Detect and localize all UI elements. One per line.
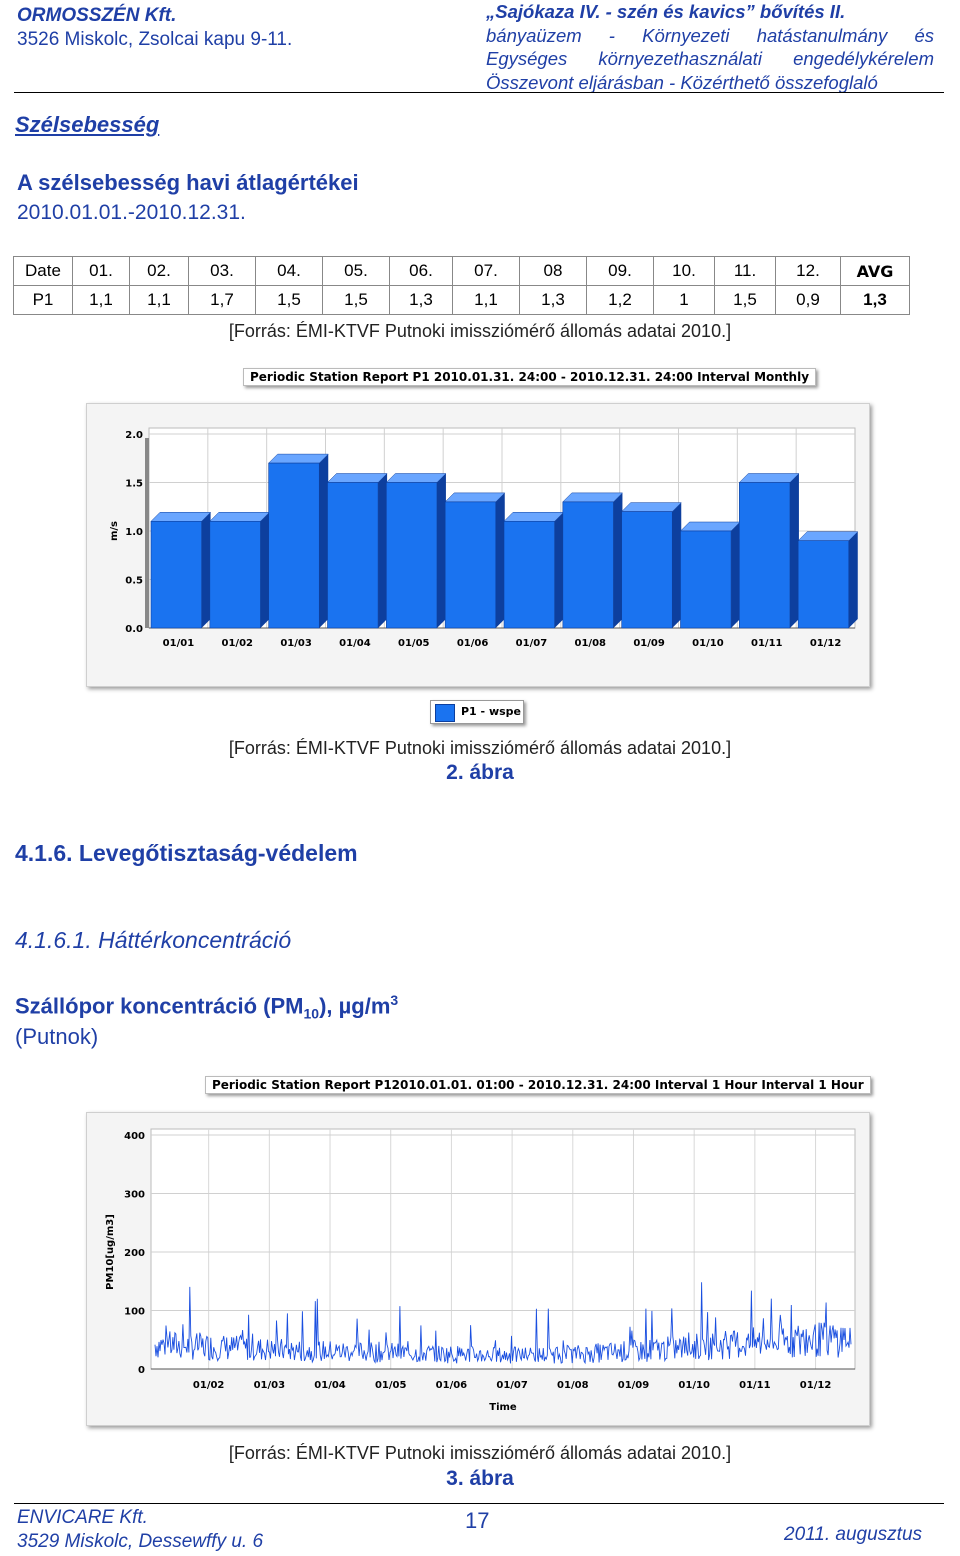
bar-top <box>328 474 388 483</box>
table-header-cell: 09. <box>587 257 654 286</box>
y-tick-label: 200 <box>124 1248 145 1259</box>
bar <box>151 521 202 628</box>
bar <box>210 521 261 628</box>
bar-side <box>849 532 858 628</box>
pm-heading-sup: 3 <box>390 992 399 1008</box>
source-caption-3: [Forrás: ÉMI-KTVF Putnoki imissziómérő állomás adatai 2010.] <box>228 1443 732 1463</box>
bar <box>269 463 320 628</box>
bar <box>386 483 437 629</box>
bar-top <box>210 512 270 521</box>
table-header-cell: AVG <box>841 257 910 286</box>
table-header-cell: 05. <box>323 257 390 286</box>
table-cell: 1,5 <box>256 286 323 315</box>
bar-top <box>798 532 858 541</box>
pm-heading-sub: 10 <box>303 1005 320 1022</box>
footer-company-block <box>17 1506 263 1554</box>
x-tick-label: 01/10 <box>692 638 724 649</box>
wind-table-data-row <box>14 286 910 315</box>
table-cell: 1,1 <box>73 286 130 315</box>
footer-address: 3529 Miskolc, Dessewffy u. 6 <box>17 1531 264 1552</box>
heading-4-1-6-1: 4.1.6.1. Háttérkoncentráció <box>15 927 292 953</box>
y-tick-label: 1.0 <box>125 527 143 538</box>
pm-location: (Putnok) <box>15 1024 99 1049</box>
legend-label: P1 - wspe <box>461 705 521 718</box>
x-tick-label: 01/02 <box>221 638 253 649</box>
pm-heading-text: Szállópor koncentráció (PM <box>15 993 304 1019</box>
x-tick-label: 01/03 <box>253 1380 286 1391</box>
table-cell: 1 <box>654 286 715 315</box>
y-axis-label: m/s <box>109 520 120 542</box>
bar <box>798 541 849 628</box>
bar-side <box>496 493 505 628</box>
bar-side <box>319 454 328 628</box>
wind-speed-table <box>13 256 910 315</box>
bar-side <box>672 503 681 628</box>
x-tick-label: 01/01 <box>162 638 195 649</box>
bar <box>739 483 790 629</box>
bar-top <box>739 474 799 483</box>
wind-table-header-row <box>14 257 910 286</box>
x-tick-label: 01/02 <box>192 1380 225 1391</box>
pm-heading <box>15 992 398 1022</box>
bar-side <box>731 522 740 628</box>
x-tick-label: 01/04 <box>314 1380 346 1391</box>
table-cell: 1,5 <box>323 286 390 315</box>
x-tick-label: 01/04 <box>339 638 371 649</box>
bar-top <box>386 474 446 483</box>
figure2-chart-frame <box>86 403 870 687</box>
table-cell: 1,1 <box>130 286 189 315</box>
footer-date: 2011. augusztus <box>784 1524 923 1545</box>
page-number: 17 <box>465 1508 490 1533</box>
footer-divider <box>14 1503 944 1504</box>
table-cell: 1,3 <box>520 286 587 315</box>
table-header-cell: 07. <box>453 257 520 286</box>
table-header-cell: 12. <box>776 257 841 286</box>
bar-side <box>555 512 564 628</box>
table-header-cell: 04. <box>256 257 323 286</box>
y-tick-label: 0.0 <box>125 624 143 635</box>
x-tick-label: 01/09 <box>617 1380 650 1391</box>
figure3-report-title: Periodic Station Report P12010.01.01. 01:00 - 2010.12.31. 24:00 Interval 1 Hour Interval 1 Hour <box>205 1076 871 1094</box>
table-header-cell: 03. <box>189 257 256 286</box>
table-cell: P1 <box>14 286 73 315</box>
y-tick-label: 400 <box>124 1131 145 1142</box>
bar <box>563 502 614 628</box>
figure2-caption: 2. ábra <box>446 761 514 784</box>
table-cell: 1,5 <box>715 286 776 315</box>
figure2-report-title: Periodic Station Report P1 2010.01.31. 24:00 - 2010.12.31. 24:00 Interval Monthly <box>243 368 816 386</box>
bar-top <box>504 512 564 521</box>
header-project-line4: Összevont eljárásban - Közérthető összefoglaló <box>486 71 878 93</box>
table-cell: 1,3 <box>841 286 910 315</box>
x-tick-label: 01/11 <box>751 638 783 649</box>
x-tick-label: 01/11 <box>739 1380 771 1391</box>
section-title: Szélsebesség <box>15 112 160 137</box>
y-tick-label: 300 <box>124 1189 145 1201</box>
y-tick-label: 100 <box>124 1306 145 1318</box>
bar <box>622 512 673 628</box>
bar <box>504 521 555 628</box>
heading-4-1-6: 4.1.6. Levegőtisztaság-védelem <box>15 840 358 866</box>
footer-company: ENVICARE Kft. <box>17 1507 148 1528</box>
bar-top <box>681 522 741 531</box>
table-header-cell: Date <box>14 257 73 286</box>
bar-side <box>260 512 269 628</box>
figure2-legend <box>430 700 524 724</box>
table-cell: 1,3 <box>390 286 453 315</box>
y-tick-label: 2.0 <box>125 430 143 441</box>
x-tick-label: 01/05 <box>374 1380 407 1391</box>
table-header-cell: 10. <box>654 257 715 286</box>
x-axis-label: Time <box>489 1402 517 1413</box>
pm-heading-unit: ), µg/m <box>319 993 391 1019</box>
legend-swatch <box>435 704 455 722</box>
pm10-line-chart <box>87 1113 869 1425</box>
date-range: 2010.01.01.-2010.12.31. <box>17 201 246 224</box>
figure3-caption: 3. ábra <box>446 1467 514 1490</box>
x-tick-label: 01/03 <box>280 638 312 649</box>
y-tick-label: 0 <box>138 1365 145 1376</box>
bar-side <box>378 474 387 629</box>
header-project-line3: Egységes környezethasználati engedélykérelem <box>486 48 934 69</box>
header-project-line1: „Sajókaza IV. - szén és kavics” bővítés II. <box>486 1 846 22</box>
bar-top <box>622 503 682 512</box>
table-header-cell: 08 <box>520 257 587 286</box>
bar <box>445 502 496 628</box>
bar-top <box>445 493 505 502</box>
figure3-chart-frame <box>86 1112 870 1426</box>
x-tick-label: 01/12 <box>799 1380 832 1391</box>
plot-left-wall <box>145 438 149 628</box>
source-caption-1: [Forrás: ÉMI-KTVF Putnoki imissziómérő állomás adatai 2010.] <box>228 321 732 341</box>
header-project-line2: bányaüzem - Környezeti hatástanulmány és <box>486 24 934 46</box>
plot-area <box>151 1129 855 1369</box>
x-tick-label: 01/12 <box>809 638 842 649</box>
header-company: ORMOSSZÉN Kft. <box>17 5 177 26</box>
header-project-block <box>486 0 934 94</box>
x-tick-label: 01/09 <box>633 638 665 649</box>
table-header-cell: 01. <box>73 257 130 286</box>
table-cell: 0,9 <box>776 286 841 315</box>
x-tick-label: 01/08 <box>557 1380 589 1391</box>
bar-side <box>202 512 211 628</box>
bar-top <box>269 454 329 463</box>
bar-top <box>563 493 623 502</box>
table-cell: 1,1 <box>453 286 520 315</box>
table-header-cell: 02. <box>130 257 189 286</box>
bar-top <box>151 512 211 521</box>
subtitle: A szélsebesség havi átlagértékei <box>17 170 359 195</box>
bar <box>328 483 379 629</box>
x-tick-label: 01/08 <box>574 638 606 649</box>
x-tick-label: 01/06 <box>456 638 489 649</box>
header-company-block <box>17 4 292 52</box>
y-tick-label: 0.5 <box>125 575 143 587</box>
x-tick-label: 01/07 <box>515 638 548 649</box>
table-cell: 1,7 <box>189 286 256 315</box>
table-header-cell: 06. <box>390 257 453 286</box>
bar-side <box>790 474 799 629</box>
x-tick-label: 01/10 <box>678 1380 710 1391</box>
x-tick-label: 01/07 <box>496 1380 528 1391</box>
wind-bar-chart <box>87 404 869 686</box>
y-axis-label: PM10[ug/m3] <box>105 1214 116 1290</box>
header-divider <box>14 92 944 93</box>
y-tick-label: 1.5 <box>125 478 143 490</box>
table-cell: 1,2 <box>587 286 654 315</box>
x-tick-label: 01/06 <box>435 1380 468 1391</box>
table-header-cell: 11. <box>715 257 776 286</box>
bar <box>681 531 732 628</box>
bar-side <box>437 474 446 629</box>
source-caption-2: [Forrás: ÉMI-KTVF Putnoki imissziómérő állomás adatai 2010.] <box>228 738 732 758</box>
bar-side <box>613 493 622 628</box>
x-tick-label: 01/05 <box>398 638 430 649</box>
header-address: 3526 Miskolc, Zsolcai kapu 9-11. <box>17 29 293 50</box>
